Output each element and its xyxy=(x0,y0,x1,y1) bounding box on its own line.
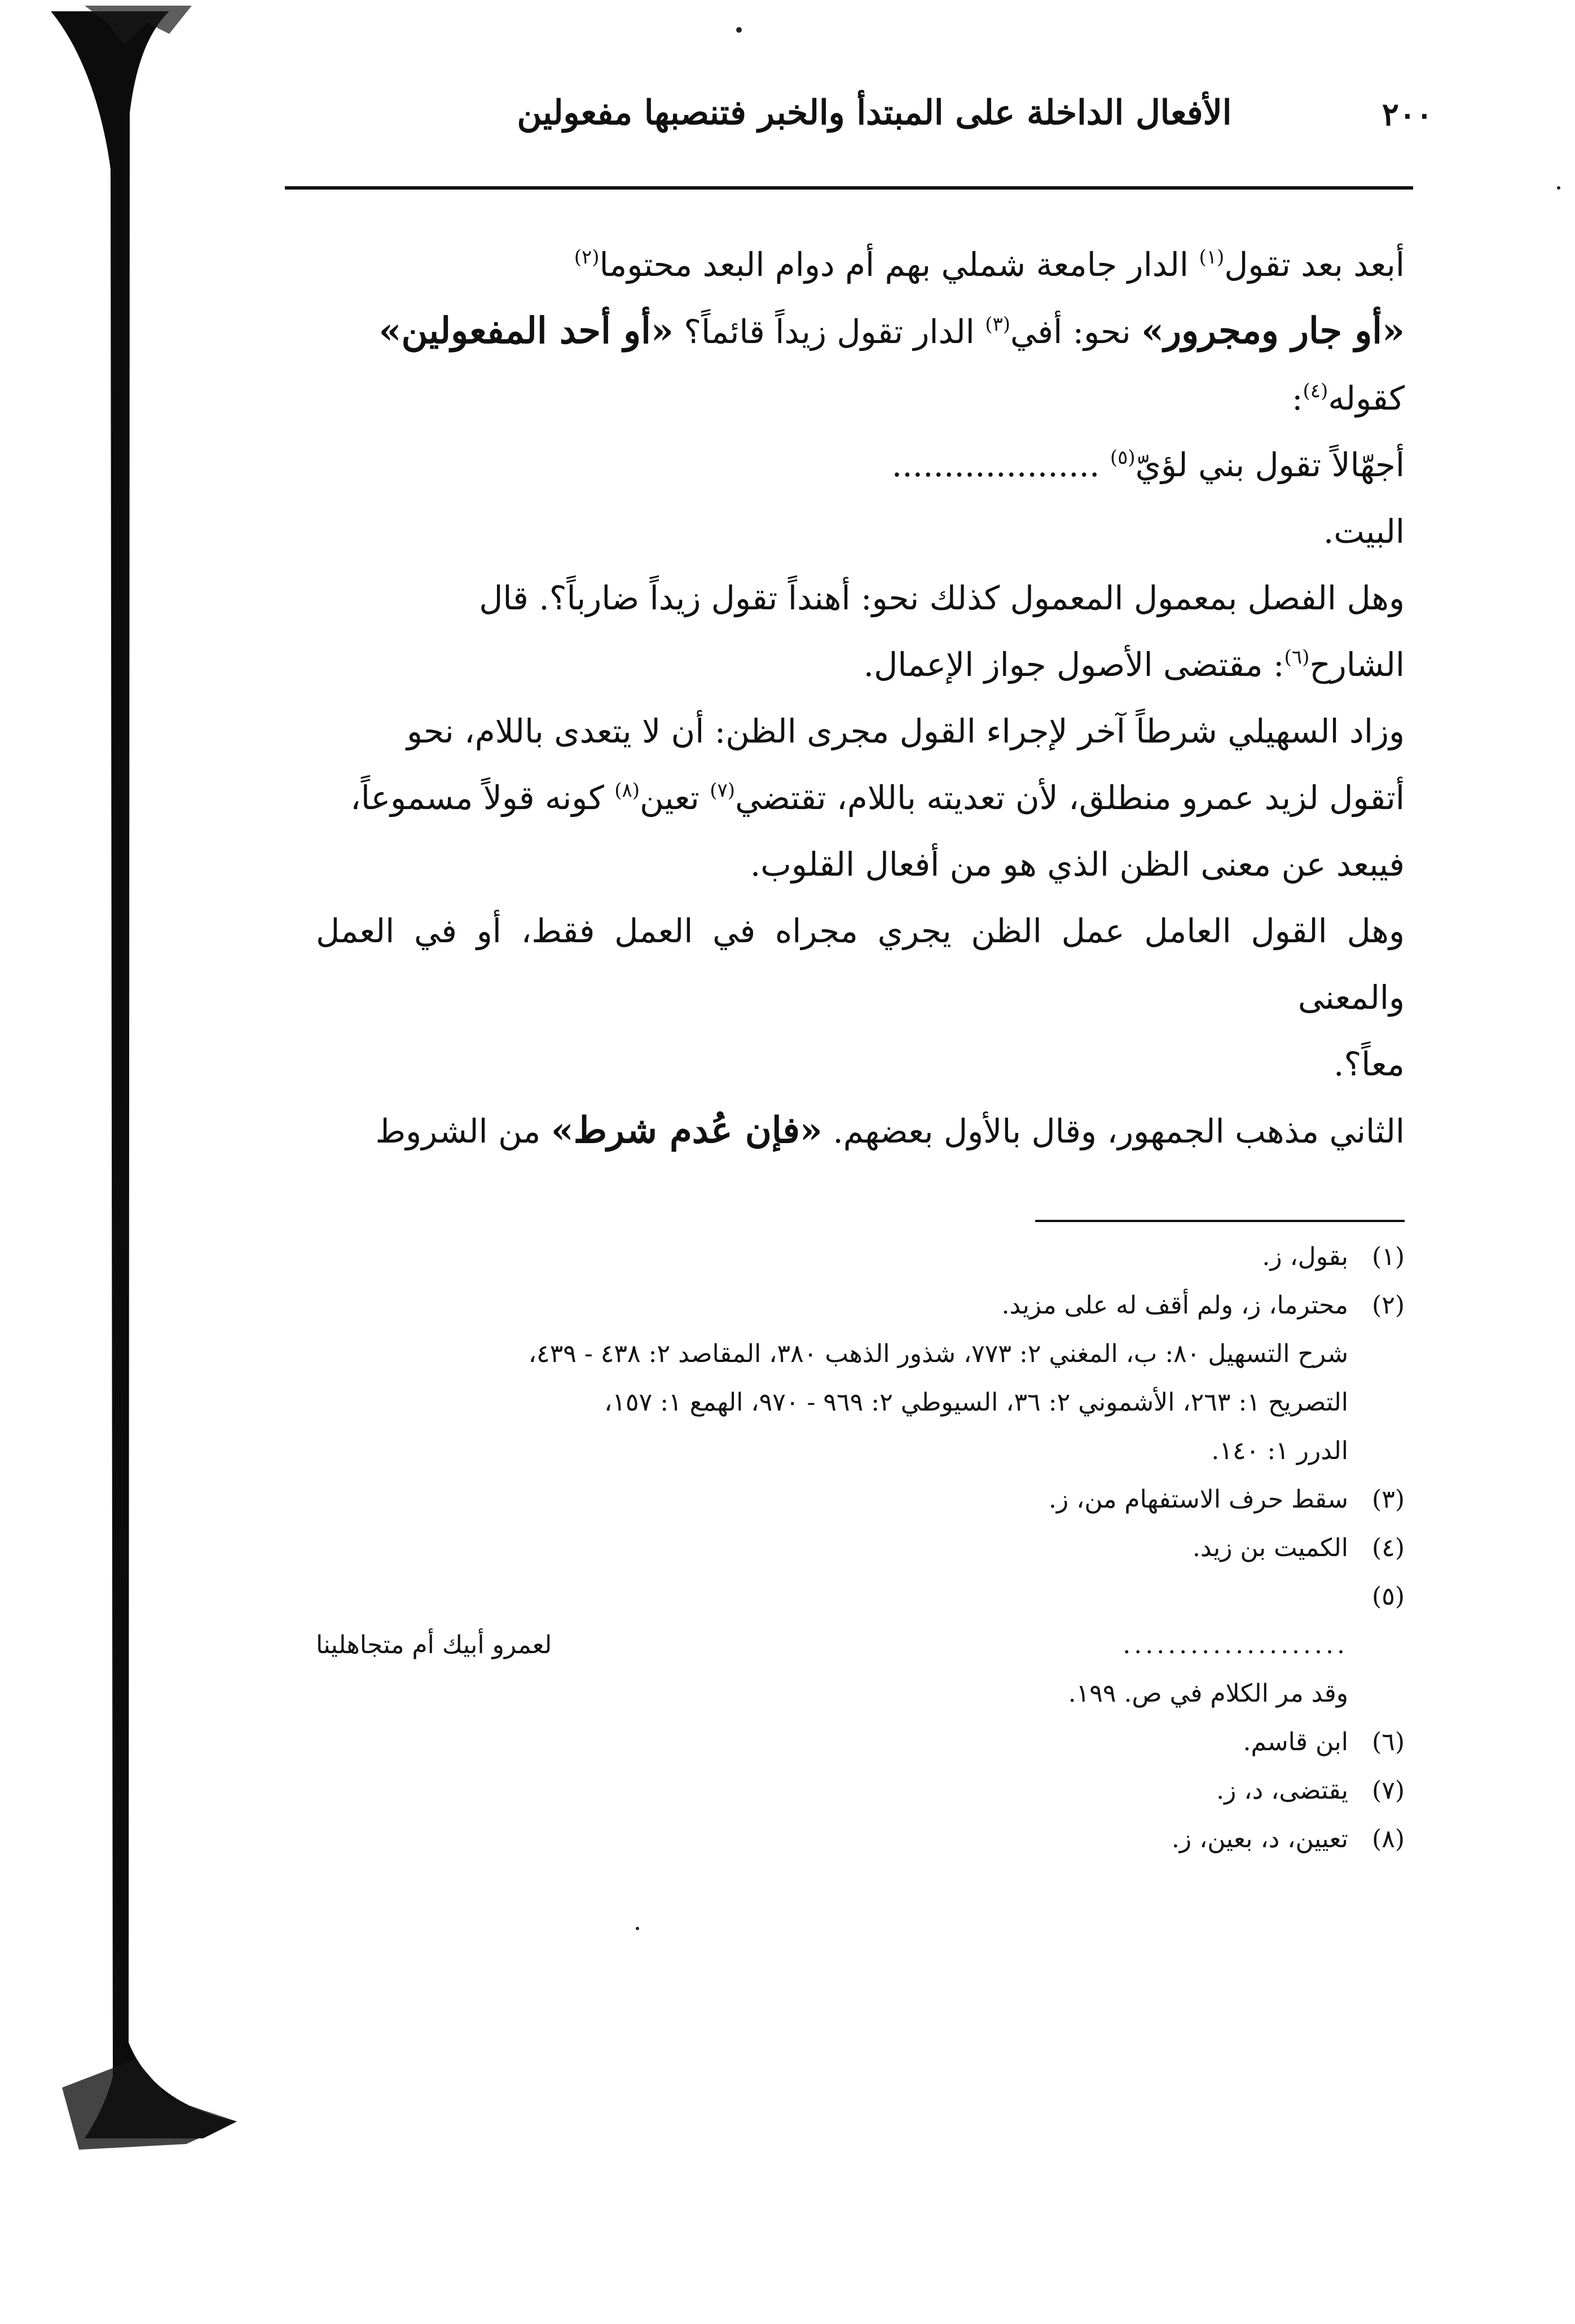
footnote-2-sources-3: الدرر ١: ١٤٠. xyxy=(1211,1436,1348,1465)
bold-matn: «أو أحد المفعولين» xyxy=(379,310,674,352)
body-line-verse-1 xyxy=(316,231,1405,298)
footnote-7 xyxy=(316,1767,1405,1815)
footnote-text: سقط حرف الاستفهام من، ز. xyxy=(1048,1485,1348,1514)
scan-speck xyxy=(736,27,742,33)
verse-ellipsis: .................... xyxy=(1123,1631,1348,1659)
text-run: نحو: أفي xyxy=(1010,313,1142,351)
footnote-5-verse xyxy=(316,1621,1405,1670)
footnote-ref[interactable]: (١) xyxy=(1199,246,1225,269)
footnote-text xyxy=(316,1572,1348,1621)
bold-matn: «فإن عُدم شرط» xyxy=(551,1109,822,1152)
footnotes xyxy=(316,1233,1405,1864)
footnote-3 xyxy=(316,1475,1405,1524)
bold-matn: «أو جار ومجرور» xyxy=(1141,310,1405,352)
footnote-ref[interactable]: (٦) xyxy=(1284,646,1310,669)
page-number: ٢٠٠ xyxy=(1382,96,1433,133)
footnote-4 xyxy=(316,1524,1405,1572)
footnote-ref[interactable]: (٤) xyxy=(1303,380,1328,402)
scan-speck xyxy=(1557,186,1560,190)
footnote-text: الكميت بن زيد. xyxy=(1192,1534,1348,1562)
body-line-9 xyxy=(316,765,1405,831)
footnote-separator xyxy=(1035,1220,1405,1222)
footnote-text: محترما، ز، ولم أقف له على مزيد. xyxy=(1001,1291,1348,1320)
footnote-6 xyxy=(316,1718,1405,1767)
footnote-text: بقول، ز. xyxy=(1262,1242,1348,1271)
footnote-2-sources-1: شرح التسهيل ٨٠: ب، المغني ٢: ٧٧٣، شذور الذهب ٣٨٠، المقاصد ٢: ٤٣٨ - ٤٣٩، xyxy=(528,1339,1348,1368)
verse-ellipsis: .................... xyxy=(891,446,1100,484)
body-line-5: البيت. xyxy=(1323,512,1405,551)
text-run: الدار تقول زيداً قائماً؟ xyxy=(673,313,986,351)
footnote-5-note: وقد مر الكلام في ص. ١٩٩. xyxy=(1068,1679,1348,1708)
footnote-ref[interactable]: (٣) xyxy=(985,313,1010,336)
footnote-ref[interactable]: (٥) xyxy=(1110,446,1136,469)
verse-hemistich: أجهّالاً تقول بني لؤيّ xyxy=(1135,446,1405,484)
footnote-text: ابن قاسم. xyxy=(1243,1728,1348,1756)
text-run: من الشروط xyxy=(375,1112,551,1150)
text-run: تعين xyxy=(640,779,710,817)
body-line-6: وهل الفصل بمعمول المعمول كذلك نحو: أهنداً تقول زيداً ضارباً؟. قال xyxy=(479,579,1405,617)
body-line-13 xyxy=(316,1097,1405,1165)
text-run: كونه قولاً مسموعاً، xyxy=(350,779,615,817)
footnote-ref[interactable]: (٧) xyxy=(710,779,736,802)
footnote-text: يقتضى، د، ز. xyxy=(1216,1776,1348,1805)
body-line-2 xyxy=(316,298,1405,365)
footnote-5 xyxy=(316,1572,1405,1621)
header-rule xyxy=(285,186,1413,190)
footnote-2-sources-2: التصريح ١: ٢٦٣، الأشموني ٢: ٣٦، السيوطي ٢: ٩٦٩ - ٩٧٠، الهمع ١: ١٥٧، xyxy=(604,1388,1348,1417)
verse-hemistich: لعمرو أبيك أم متجاهلينا xyxy=(316,1631,552,1659)
text-run: : xyxy=(1291,379,1303,418)
text-run: أتقول لزيد عمرو منطلق، لأن تعديته باللام، تقتضي xyxy=(735,779,1405,817)
body-line-8: وزاد السهيلي شرطاً آخر لإجراء القول مجرى الظن: أن لا يتعدى باللام، نحو xyxy=(407,712,1405,750)
body-line-7 xyxy=(316,631,1405,698)
text-run: كقوله xyxy=(1328,379,1405,418)
main-text xyxy=(316,231,1405,1165)
footnote-1 xyxy=(316,1233,1405,1281)
body-line-verse-2 xyxy=(316,432,1405,498)
footnote-number: (٦) xyxy=(1372,1728,1405,1756)
text-run: أبعد بعد تقول xyxy=(1224,245,1405,284)
footnote-number: (٢) xyxy=(1372,1291,1405,1320)
body-line-3 xyxy=(316,365,1405,432)
footnote-number: (٨) xyxy=(1372,1825,1405,1853)
binding-shadow-shape xyxy=(51,11,237,2138)
scan-speck xyxy=(636,1927,639,1930)
body-line-11: وهل القول العامل عمل الظن يجري مجراه في العمل فقط، أو في العمل والمعنى xyxy=(316,912,1405,1017)
text-run: الثاني مذهب الجمهور، وقال بالأول بعضهم. xyxy=(822,1112,1405,1150)
text-run: الدار جامعة شملي بهم أم دوام البعد محتوما xyxy=(599,245,1199,284)
body-line-10: فيبعد عن معنى الظن الذي هو من أفعال القلوب. xyxy=(750,845,1405,884)
footnote-number: (١) xyxy=(1372,1242,1405,1271)
footnote-ref[interactable]: (٨) xyxy=(614,779,640,802)
text-run: : مقتضى الأصول جواز الإعمال. xyxy=(863,645,1284,684)
running-title: الأفعال الداخلة على المبتدأ والخبر فتنصبها مفعولين xyxy=(517,93,1232,133)
text-run: الشارح xyxy=(1309,645,1405,684)
footnote-number: (٧) xyxy=(1372,1776,1405,1805)
footnote-number: (٣) xyxy=(1372,1485,1405,1514)
footnote-2 xyxy=(316,1281,1405,1330)
footnote-text: تعيين، د، بعين، ز. xyxy=(1171,1825,1348,1853)
footnote-8 xyxy=(316,1815,1405,1864)
body-line-12: معاً؟. xyxy=(1334,1045,1405,1083)
footnote-number: (٤) xyxy=(1372,1534,1405,1562)
footnote-ref[interactable]: (٢) xyxy=(574,246,600,269)
binding-speckle-bottom xyxy=(62,2059,237,2150)
footnote-number: (٥) xyxy=(1372,1582,1405,1611)
